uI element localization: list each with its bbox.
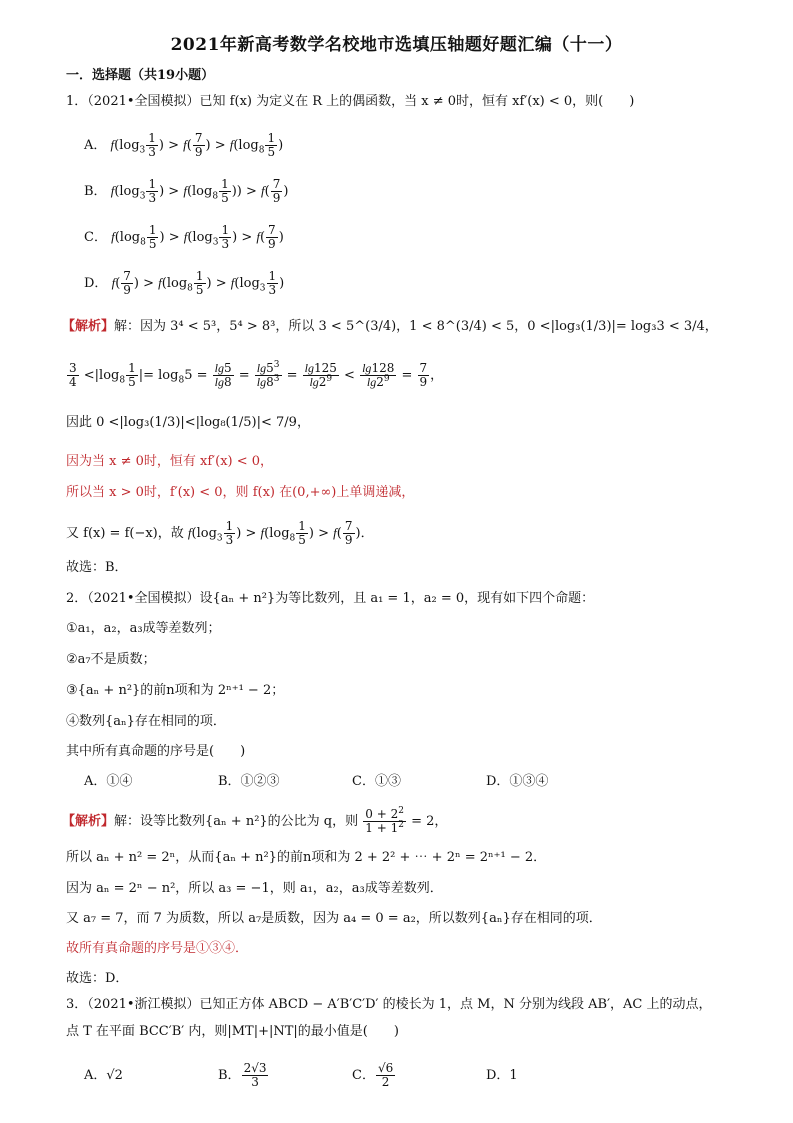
q1-option-c-formula: $f(\log_8$ $\frac{1}{5}$ ) > $f(\log_3$ $\frac{1}{3}$ ) > f( $\frac{7}{9}$ ) <box>111 223 284 251</box>
q2-proposition-2: ②a₇不是质数； <box>66 652 156 667</box>
q3-options <box>84 1062 518 1089</box>
q1-solution-line-3: 因此 0 <|log₃(1/3)|<|log₈(1/5)|< 7/9， <box>66 415 310 430</box>
q1-option-b-formula: $f(\log_3$ $\frac{1}{3}$ ) > $f(\log_8$ $\frac{1}{5}$ )) > f( $\frac{7}{9}$ ) <box>110 177 289 205</box>
q2-source: （2021•全国模拟） <box>87 591 200 606</box>
q1-option-c <box>84 224 284 251</box>
q2-text: 设{aₙ + n²}为等比数列，且 a₁ = 1，a₂ = 0，现有如下四个命题： <box>199 591 595 606</box>
q2-answer: 故选：D． <box>66 971 129 986</box>
q3-option-a: A．√2 <box>84 1068 123 1083</box>
q1-option-a-label: A． <box>84 138 107 153</box>
q2-solution-line-2: 所以 aₙ + n² = 2ⁿ，从而{aₙ + n²}的前n项和为 2 + 2² + ⋯ + 2ⁿ = 2ⁿ⁺¹ − 2． <box>66 850 547 865</box>
q2-proposition-3: ③{aₙ + n²}的前n项和为 2ⁿ⁺¹ − 2； <box>66 683 285 698</box>
q2-solution-text-1: 解：设等比数列{aₙ + n²}的公比为 q，则 <box>114 814 359 829</box>
q2-proposition-4: ④数列{aₙ}存在相同的项． <box>66 714 226 729</box>
q3-option-c-label: C． <box>352 1068 375 1083</box>
q2-solution-line-5: 故所有真命题的序号是①③④． <box>66 941 249 956</box>
q2-option-c: C．①③ <box>352 774 401 789</box>
q2-solution-line-3: 因为 aₙ = 2ⁿ − n²，所以 a₃ = −1，则 a₁，a₂，a₃成等差数列． <box>66 881 443 896</box>
q1-option-a <box>84 132 283 159</box>
q1-analysis-tag: 【解析】 <box>62 319 115 334</box>
q2-stem <box>66 590 594 608</box>
q2-option-b: B．①②③ <box>218 774 280 789</box>
q1-option-b <box>84 178 288 205</box>
q2-solution-line-4: 又 a₇ = 7，而 7 为质数，所以 a₇是质数，因为 a₄ = 0 = a₂，所以数列{aₙ}存在相同的项． <box>66 911 602 926</box>
q1-text: 已知 f(x) 为定义在 R 上的偶函数，当 x ≠ 0时，恒有 xf′(x) < 0，则( ) <box>199 94 635 109</box>
q1-stem <box>66 93 634 111</box>
q3-stem-line-2: 点 T 在平面 BCC′B′ 内，则|MT|+|NT|的最小值是( ) <box>66 1024 399 1039</box>
q1-answer: 故选：B． <box>66 560 128 575</box>
q1-solution-line-2: $\frac{3}{4}$ $<|\log_8$ $\frac{1}{5}$ |= $\log_85$ = $\frac{\lg 5}{\lg 8}$ = $\frac{\lg 5^3}{\lg 8^3}$ = $\frac{\lg 125}{\lg 2^9}$ < $\frac{\lg 128}{\lg 2^9}$ = $\frac{7}{9}$ ， <box>69 360 444 389</box>
q1-option-d-formula: f( $\frac{7}{9}$ ) > $f(\log_8$ $\frac{1}{5}$ ) > $f(\log_3$ $\frac{1}{3}$ ) <box>111 269 285 297</box>
document-title: 2021年新高考数学名校地市选填压轴题好题汇编（十一） <box>170 35 623 55</box>
q1-option-c-label: C． <box>84 230 107 245</box>
q1-option-a-formula: $f(\log_3$ $\frac{1}{3}$ ) > f( $\frac{7}{9}$ ) > $f(\log_8$ $\frac{1}{5}$ ) <box>110 131 284 159</box>
q1-source: （2021•全国模拟） <box>87 94 200 109</box>
q2-solution-line-1: 【解析】解：设等比数列{aₙ + n²}的公比为 q，则 $\frac{0 + 2^2}{1 + 1^2}$ = 2， <box>62 806 448 835</box>
q2-proposition-1: ①a₁，a₂，a₃成等差数列； <box>66 621 221 636</box>
q2-question: 其中所有真命题的序号是( ) <box>66 744 246 759</box>
q3-source: （2021•浙江模拟） <box>87 997 200 1012</box>
q3-option-b-label: B． <box>218 1068 241 1083</box>
q1-solution-text-1: 解：因为 3⁴ < 5³，5⁴ > 8³，所以 3 < 5^(3/4)，1 < 8^(3/4) < 5，0 <|log₃(1/3)|= log₃3 < 3/4， <box>114 319 718 334</box>
q1-option-d-label: D． <box>84 276 108 291</box>
q1-solution-line-6: 又 f(x) = f(−x)，故 $f(\log_3$ $\frac{1}{3}$ ) > $f(\log_8$ $\frac{1}{5}$ ) > f( $\frac{7}{9}$ )． <box>66 519 374 547</box>
q2-number: 2． <box>66 591 88 606</box>
q1-solution-text-6: 又 f(x) = f(−x)，故 <box>66 526 184 541</box>
q2-option-a: A．①④ <box>84 774 133 789</box>
q3-option-b: B． $\frac{2√3}{3}$ <box>218 1061 267 1089</box>
section-heading: 一．选择题（共19小题） <box>66 68 215 83</box>
q2-options <box>84 773 548 791</box>
q1-number: 1． <box>66 94 88 109</box>
q3-number: 3． <box>66 997 88 1012</box>
q1-option-d <box>84 270 284 297</box>
q2-analysis-tag: 【解析】 <box>62 814 115 829</box>
q1-solution-line-5: 所以当 x > 0时，f′(x) < 0，则 f(x) 在(0,+∞)上单调递减， <box>66 485 415 500</box>
q3-option-c: C． $\frac{√6}{2}$ <box>352 1061 394 1089</box>
q1-solution-line-1 <box>62 318 718 336</box>
q1-option-b-label: B． <box>84 184 107 199</box>
q1-solution-line-4: 因为当 x ≠ 0时，恒有 xf′(x) < 0， <box>66 454 274 469</box>
q3-stem-line-1 <box>66 996 712 1014</box>
q2-option-d: D．①③④ <box>486 774 549 789</box>
q3-option-d: D．1 <box>486 1068 518 1083</box>
q3-text-1: 已知正方体 ABCD − A′B′C′D′ 的棱长为 1，点 M，N 分别为线段 AB′，AC 上的动点， <box>199 997 712 1012</box>
